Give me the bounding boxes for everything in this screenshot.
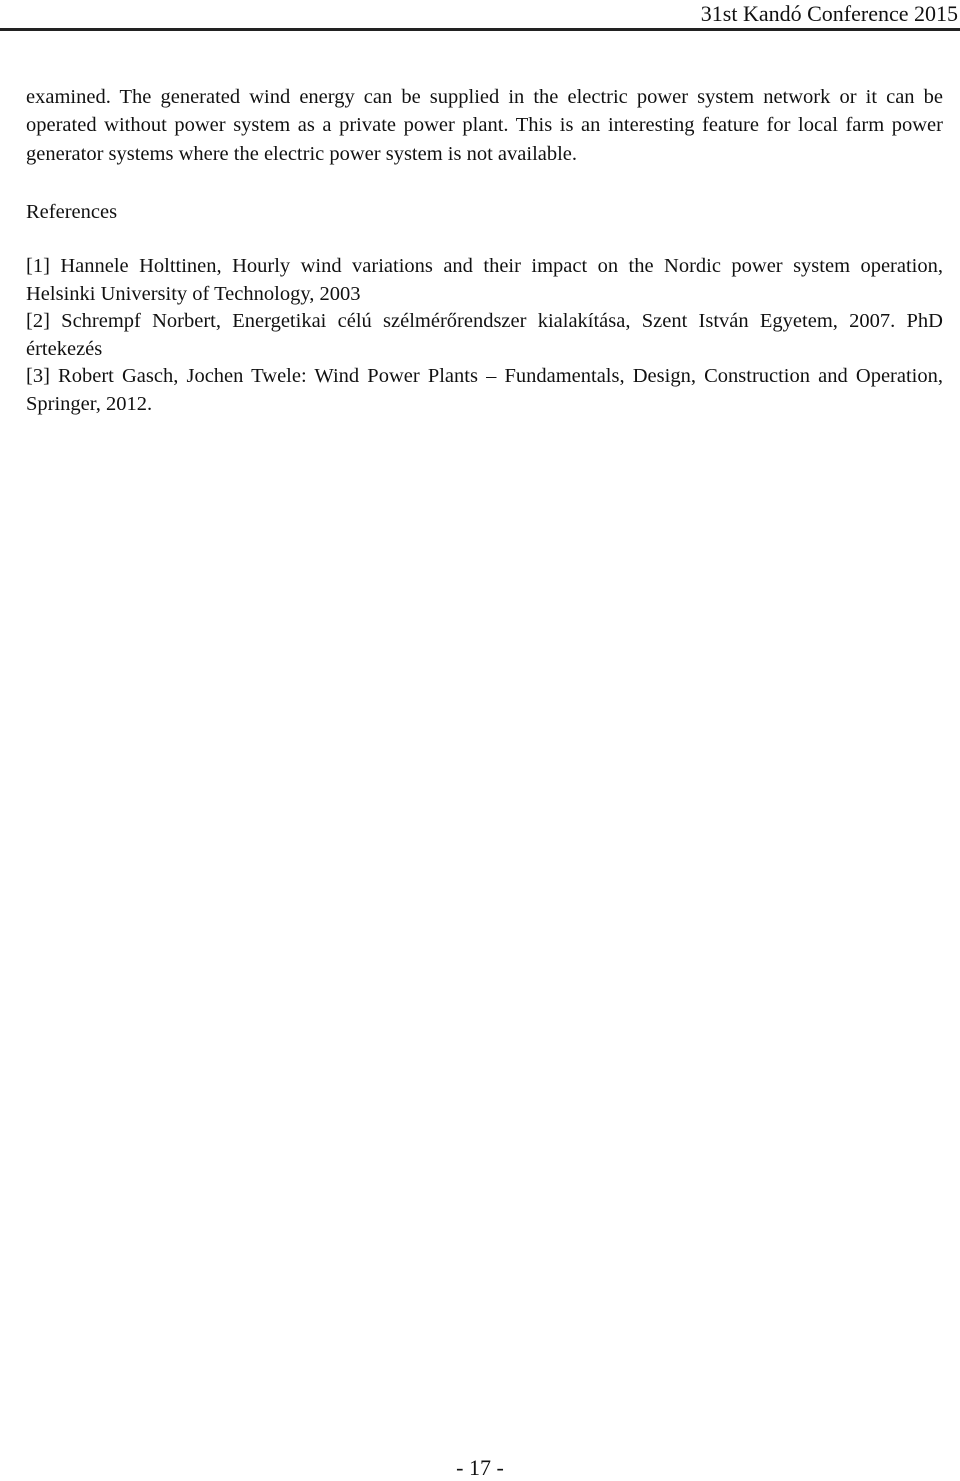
reference-item-1: [1] Hannele Holttinen, Hourly wind variations and their impact on the Nordic power system operation, Helsinki University of Technology, 2003 (26, 255, 943, 305)
reference-item-2: [2] Schrempf Norbert, Energetikai célú szélmérőrendszer kialakítása, Szent István Egyetem, 2007. PhD értekezés (26, 310, 943, 360)
header-rule (0, 28, 960, 31)
reference-item-3: [3] Robert Gasch, Jochen Twele: Wind Power Plants – Fundamentals, Design, Construction and Operation, Springer, 2012. (26, 365, 943, 415)
page-number: - 17 - (456, 1455, 504, 1480)
running-header: 31st Kandó Conference 2015 (700, 1, 958, 26)
references-list (26, 253, 943, 418)
references-heading: References (26, 201, 118, 223)
body-paragraph: examined. The generated wind energy can be supplied in the electric power system network or it can be operated without power system as a private power plant. This is an interesting feature for local farm power generator systems where the electric power system is not available. (26, 85, 943, 165)
